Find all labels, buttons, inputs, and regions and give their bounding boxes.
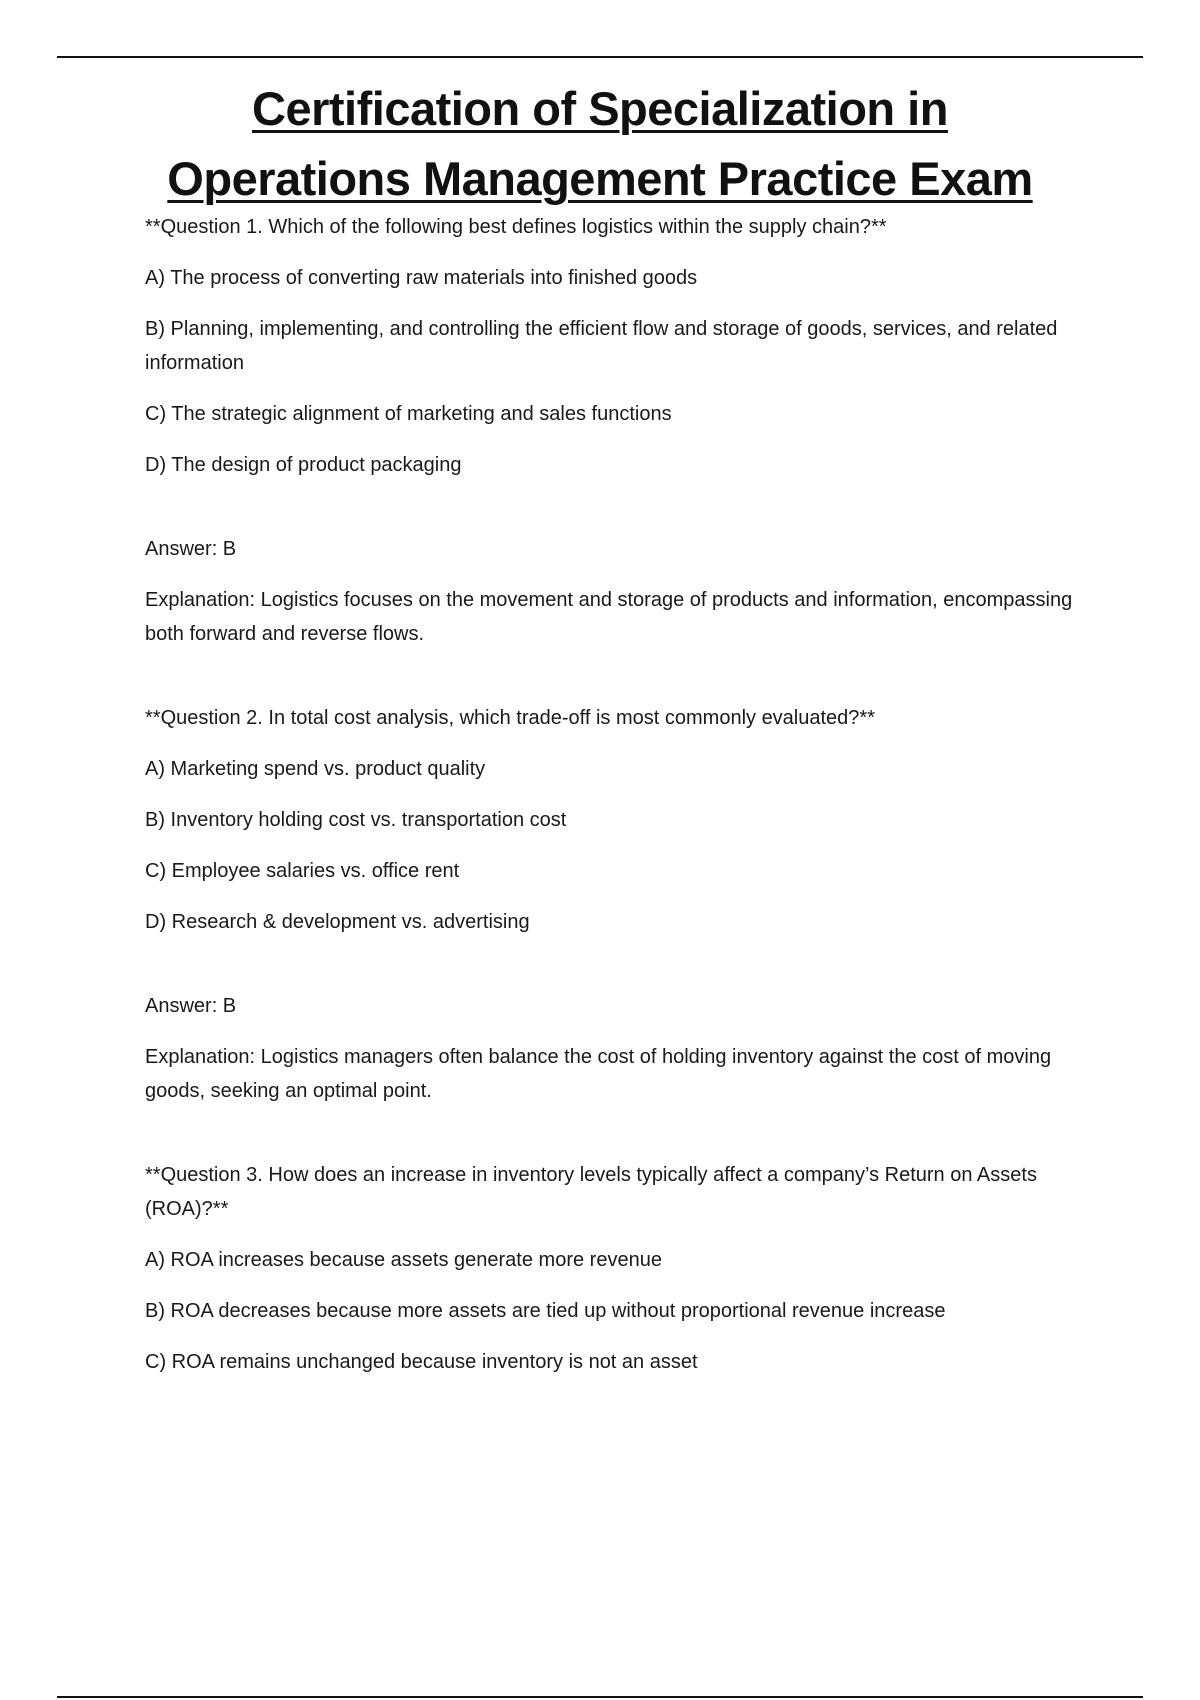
question-2-text: **Question 2. In total cost analysis, which trade-off is most commonly evaluated?** <box>145 707 875 729</box>
question-1-option-b: B) Planning, implementing, and controlling the efficient flow and storage of goods, services, and related information <box>145 318 1058 374</box>
question-2-option-a: A) Marketing spend vs. product quality <box>145 758 486 780</box>
bottom-rule <box>57 1696 1143 1698</box>
question-1-explanation: Explanation: Logistics focuses on the movement and storage of products and information, encompassing both forward and reverse flows. <box>145 589 1073 645</box>
question-1-option-d: D) The design of product packaging <box>145 454 462 476</box>
question-2-answer: Answer: B <box>145 995 237 1017</box>
question-1-answer: Answer: B <box>145 538 237 560</box>
question-3-option-b: B) ROA decreases because more assets are tied up without proportional revenue increase <box>145 1300 946 1322</box>
question-2-option-d: D) Research & development vs. advertising <box>145 911 530 933</box>
title-line-1: Certification of Specialization in <box>252 82 948 135</box>
question-1-option-a: A) The process of converting raw materials into finished goods <box>145 267 698 289</box>
top-rule <box>57 56 1143 58</box>
page-title <box>57 74 1143 214</box>
title-line-2: Operations Management Practice Exam <box>167 152 1033 205</box>
question-2-option-c: C) Employee salaries vs. office rent <box>145 860 460 882</box>
question-2-explanation: Explanation: Logistics managers often balance the cost of holding inventory against the cost of moving goods, seeking an optimal point. <box>145 1046 1052 1102</box>
question-1-text: **Question 1. Which of the following best defines logistics within the supply chain?** <box>145 216 887 238</box>
question-3-option-a: A) ROA increases because assets generate more revenue <box>145 1249 662 1271</box>
question-2-option-b: B) Inventory holding cost vs. transportation cost <box>145 809 567 831</box>
question-3-text: **Question 3. How does an increase in inventory levels typically affect a company’s Return on Assets (ROA)?** <box>145 1164 1037 1220</box>
question-3-option-c: C) ROA remains unchanged because inventory is not an asset <box>145 1351 698 1373</box>
exam-content <box>145 210 1105 1396</box>
question-1-option-c: C) The strategic alignment of marketing and sales functions <box>145 403 672 425</box>
